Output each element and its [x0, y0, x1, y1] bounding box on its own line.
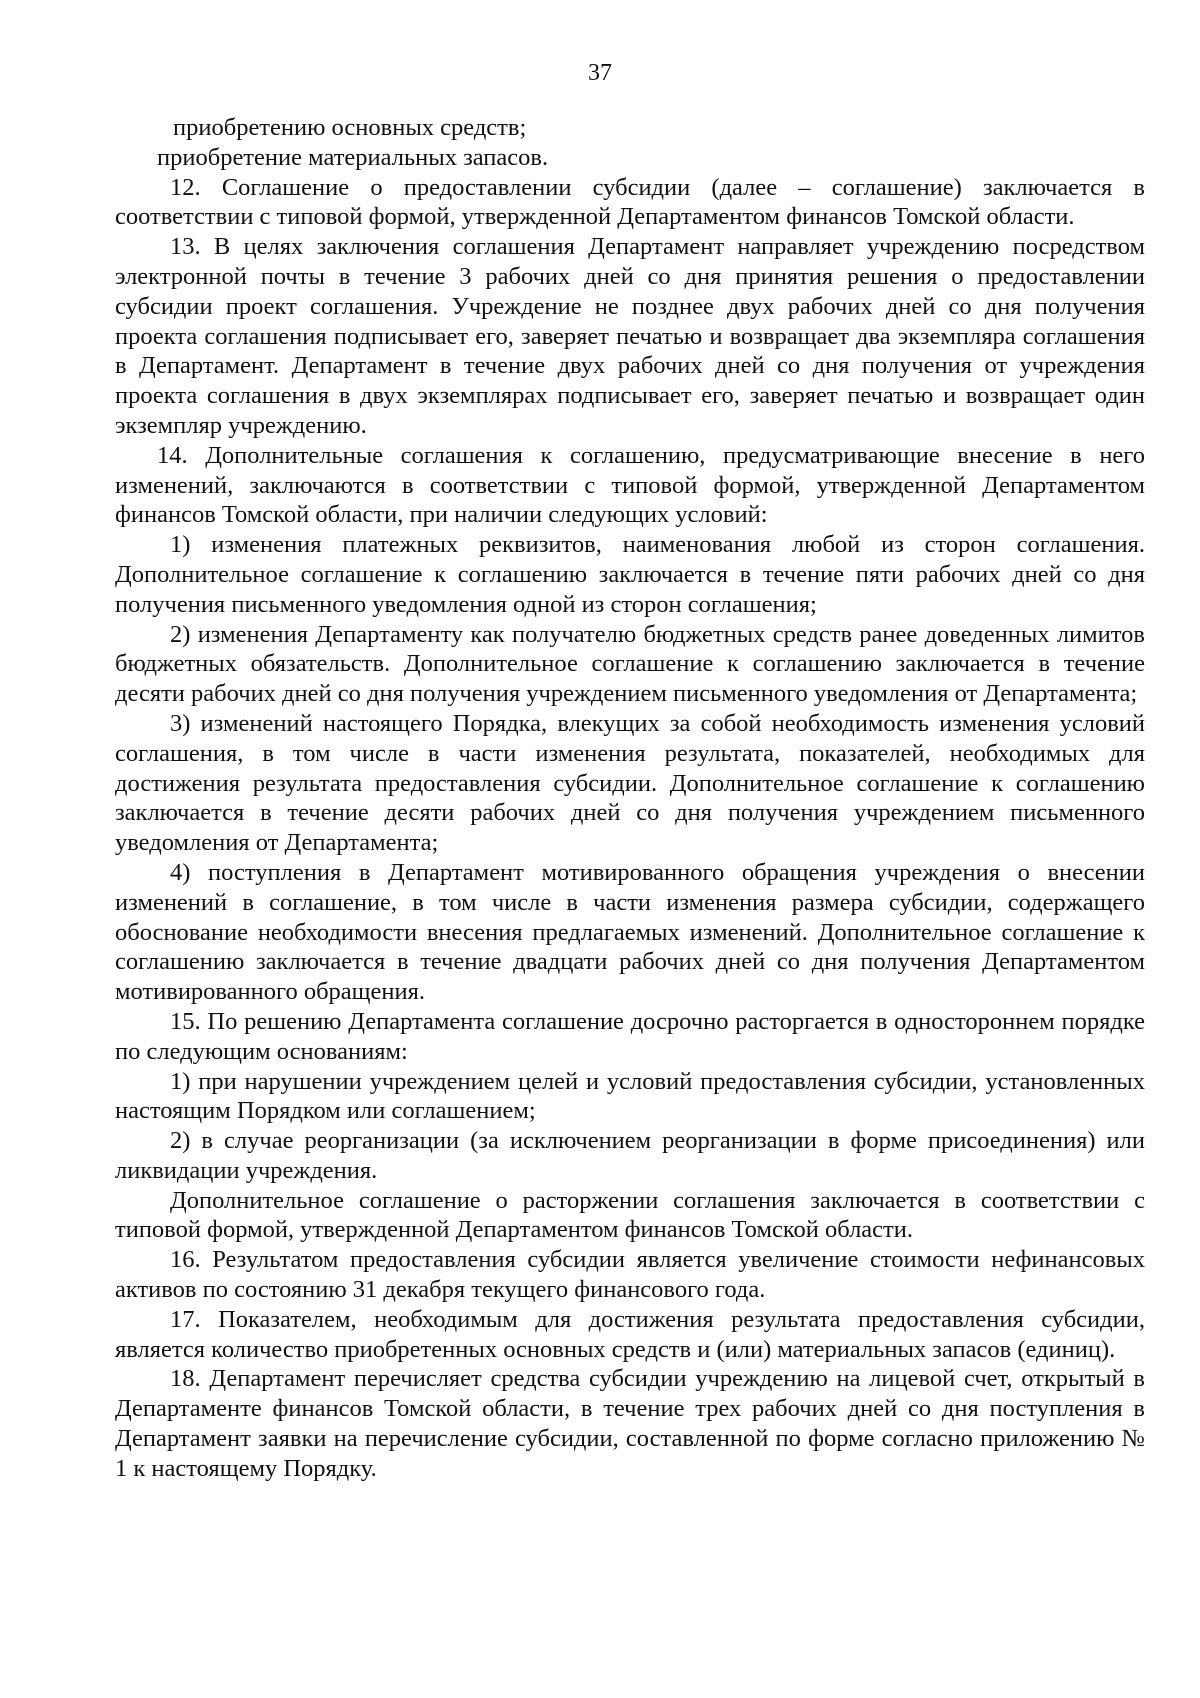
page-number: 37	[588, 60, 612, 86]
paragraph-list-item-inventory: приобретение материальных запасов.	[157, 143, 549, 171]
paragraph-14-item-3: 3) изменений настоящего Порядка, влекущих за собой необходимость изменения условий соглашения, в том числе в части изменения результата, показателей, необходимых для достижения результата предоставления субсидии. Дополнительное соглашение к соглашению заключается в течение десяти рабочих дней со дня получения учреждением письменного уведомления от Департамента;	[115, 709, 1145, 857]
paragraph-16: 16. Результатом предоставления субсидии является увеличение стоимости нефинансовых активов по состоянию 31 декабря текущего финансового года.	[115, 1246, 1145, 1304]
paragraph-termination-agreement: Дополнительное соглашение о расторжении соглашения заключается в соответствии с типовой формой, утвержденной Департаментом финансов Томской области.	[115, 1186, 1145, 1244]
paragraph-15-item-2: 2) в случае реорганизации (за исключением реорганизации в форме присоединения) или ликвидации учреждения.	[115, 1127, 1145, 1184]
paragraph-list-item-fixed-assets: приобретению основных средств;	[173, 114, 527, 141]
paragraph-13: 13. В целях заключения соглашения Департамент направляет учреждению посредством электронной почты в течение 3 рабочих дней со дня принятия решения о предоставлении субсидии проект соглашения. Учреждение не позднее двух рабочих дней со дня получения проекта соглашения подписывает его, заверяет печатью и возвращает два экземпляра соглашения в Департамент. Департамент в течение двух рабочих дней со дня получения от учреждения проекта соглашения в двух экземплярах подписывает его, заверяет печатью и возвращает один экземпляр учреждению.	[115, 233, 1145, 439]
paragraph-17: 17. Показателем, необходимым для достижения результата предоставления субсидии, является количество приобретенных основных средств и (или) материальных запасов (единиц).	[115, 1305, 1145, 1363]
paragraph-12: 12. Соглашение о предоставлении субсидии (далее – соглашение) заключается в соответствии с типовой формой, утвержденной Департаментом финансов Томской области.	[115, 173, 1145, 231]
paragraph-14-item-4: 4) поступления в Департамент мотивированного обращения учреждения о внесении изменений в соглашение, в том числе в части изменения размера субсидии, содержащего обоснование необходимости внесения предлагаемых изменений. Дополнительное соглашение к соглашению заключается в течение двадцати рабочих дней со дня получения Департаментом мотивированного обращения.	[115, 858, 1145, 1006]
document-body	[115, 113, 1145, 1484]
paragraph-18: 18. Департамент перечисляет средства субсидии учреждению на лицевой счет, открытый в Департаменте финансов Томской области, в течение трех рабочих дней со дня поступления в Департамент заявки на перечисление субсидии, составленной по форме согласно приложению № 1 к настоящему Порядку.	[115, 1365, 1145, 1482]
paragraph-14-item-2: 2) изменения Департаменту как получателю бюджетных средств ранее доведенных лимитов бюджетных обязательств. Дополнительное соглашение к соглашению заключается в течение десяти рабочих дней со дня получения учреждением письменного уведомления от Департамента;	[115, 620, 1145, 708]
paragraph-14: 14. Дополнительные соглашения к соглашению, предусматривающие внесение в него изменений, заключаются в соответствии с типовой формой, утвержденной Департаментом финансов Томской области, при наличии следующих условий:	[115, 441, 1145, 529]
paragraph-15-item-1: 1) при нарушении учреждением целей и условий предоставления субсидии, установленных настоящим Порядком или соглашением;	[115, 1067, 1145, 1125]
paragraph-15: 15. По решению Департамента соглашение досрочно расторгается в одностороннем порядке по следующим основаниям:	[115, 1007, 1145, 1065]
paragraph-14-item-1: 1) изменения платежных реквизитов, наименования любой из сторон соглашения. Дополнительное соглашение к соглашению заключается в течение пяти рабочих дней со дня получения письменного уведомления одной из сторон соглашения;	[115, 531, 1145, 618]
